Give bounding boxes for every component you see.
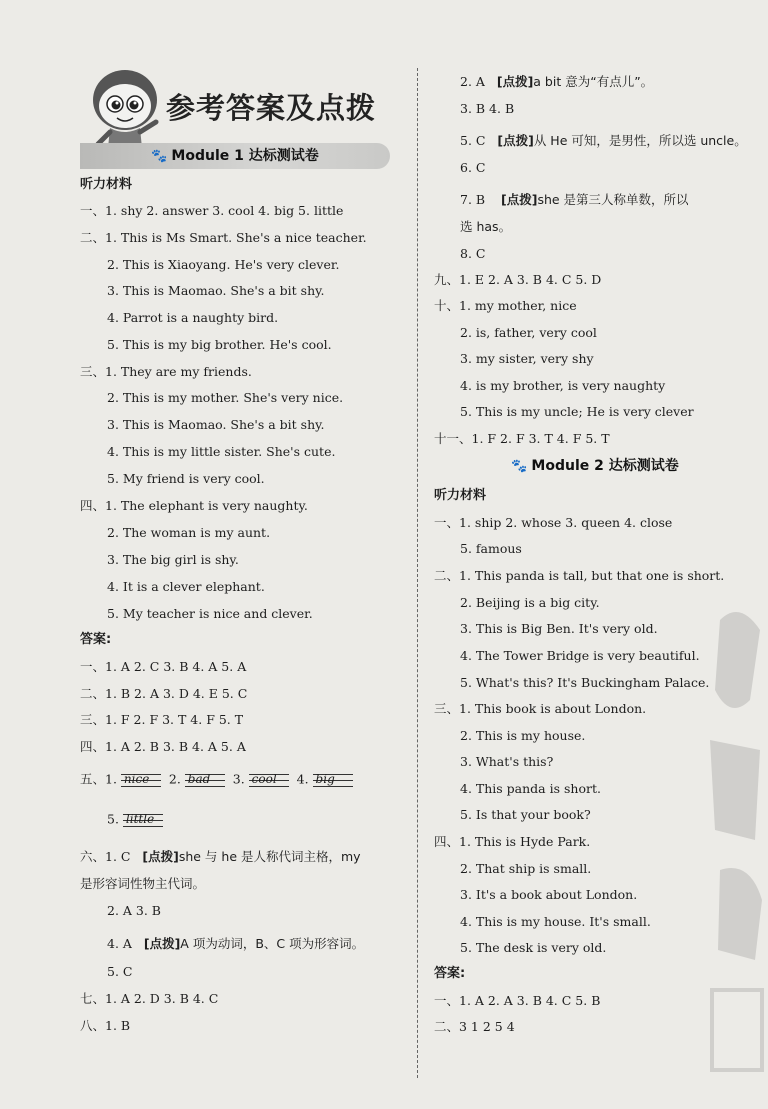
answers-label-1: 答案:: [80, 632, 112, 647]
tip-tag: [点拨]: [142, 849, 179, 864]
tip-tag: [点拨]: [497, 133, 534, 148]
m2-sec3-3: 3. What's this?: [460, 754, 554, 769]
m1-sec3-3: 3. This is Maomao. She's a bit shy.: [107, 417, 325, 432]
m1-ans6-line2: 是形容词性物主代词。: [80, 876, 206, 891]
m2-sec2-5: 5. What's this? It's Buckingham Palace.: [460, 675, 710, 690]
m1-ans2: 二、1. B 2. A 3. D 4. E 5. C: [80, 686, 248, 701]
m1-ans5-row2: 5. little: [107, 811, 163, 829]
m2-sec2-4: 4. The Tower Bridge is very beautiful.: [460, 648, 700, 663]
watermark-stamp: [700, 580, 768, 1080]
r-sec9: 九、1. E 2. A 3. B 4. C 5. D: [434, 272, 602, 287]
m2-sec4-4: 4. This is my house. It's small.: [460, 914, 651, 929]
handwriting-box: cool: [249, 771, 289, 789]
m1-sec3-1: 三、1. They are my friends.: [80, 364, 252, 379]
m1-sec4-2: 2. The woman is my aunt.: [107, 525, 271, 540]
m1-sec4-3: 3. The big girl is shy.: [107, 552, 239, 567]
m1-ans8: 八、1. B: [80, 1018, 131, 1033]
m1-sec2-2: 2. This is Xiaoyang. He's very clever.: [107, 257, 340, 272]
r-7: 7. B [点拨]she 是第三人称单数，所以: [460, 192, 689, 207]
r-2: 2. A [点拨]a bit 意为“有点儿”。: [460, 74, 654, 89]
column-divider: [417, 68, 418, 1078]
r-5: 5. C [点拨]从 He 可知，是男性，所以选 uncle。: [460, 133, 747, 148]
m1-sec2-5: 5. This is my big brother. He's cool.: [107, 337, 332, 352]
paw-icon: 🐾: [511, 459, 528, 474]
m2-sec4-1: 四、1. This is Hyde Park.: [434, 834, 591, 849]
module2-banner: 🐾 Module 2 达标测试卷: [511, 458, 679, 474]
tip-tag: [点拨]: [496, 74, 534, 89]
module1-banner: 🐾 Module 1 达标测试卷: [80, 143, 390, 169]
m1-ans4: 四、1. A 2. B 3. B 4. A 5. A: [80, 739, 246, 754]
m2-sec2-2: 2. Beijing is a big city.: [460, 595, 600, 610]
m2-sec4-5: 5. The desk is very old.: [460, 940, 607, 955]
tip-tag: [点拨]: [143, 936, 181, 951]
m1-sec1: 一、1. shy 2. answer 3. cool 4. big 5. little: [80, 203, 344, 218]
m2-ans1: 一、1. A 2. A 3. B 4. C 5. B: [434, 993, 601, 1008]
answers-label-2: 答案:: [434, 966, 466, 981]
r-sec10-3: 3. my sister, very shy: [460, 351, 594, 366]
r-7-cont: 选 has。: [460, 219, 512, 234]
m2-sec4-3: 3. It's a book about London.: [460, 887, 638, 902]
m2-sec3-4: 4. This panda is short.: [460, 781, 601, 796]
listening-label-1: 听力材料: [80, 177, 133, 192]
m2-sec2-3: 3. This is Big Ben. It's very old.: [460, 621, 658, 636]
r-8: 8. C: [460, 246, 486, 261]
handwriting-box: nice: [121, 771, 161, 789]
handwriting-box: little: [123, 811, 163, 829]
m1-sec4-1: 四、1. The elephant is very naughty.: [80, 498, 308, 513]
m1-sec2-3: 3. This is Maomao. She's a bit shy.: [107, 283, 325, 298]
m2-sec4-2: 2. That ship is small.: [460, 861, 592, 876]
paw-icon: 🐾: [151, 149, 168, 164]
m1-ans6-line1: 六、1. C [点拨]she 与 he 是人称代词主格，my: [80, 849, 361, 864]
m1-ans1: 一、1. A 2. C 3. B 4. A 5. A: [80, 659, 247, 674]
mascot-icon: [86, 64, 164, 154]
m1-sec3-5: 5. My friend is very cool.: [107, 471, 265, 486]
r-sec10-1: 十、1. my mother, nice: [434, 298, 577, 313]
m1-ans6-line4: 4. A [点拨]A 项为动词，B、C 项为形容词。: [107, 936, 365, 951]
m1-sec3-2: 2. This is my mother. She's very nice.: [107, 390, 344, 405]
m1-ans5-row1: 五、1. nice 2. bad 3. cool 4. big: [80, 771, 353, 789]
handwriting-box: bad: [185, 771, 225, 789]
m1-sec4-5: 5. My teacher is nice and clever.: [107, 606, 313, 621]
m2-sec3-1: 三、1. This book is about London.: [434, 701, 647, 716]
m2-sec1a: 一、1. ship 2. whose 3. queen 4. close: [434, 515, 673, 530]
r-sec11: 十一、1. F 2. F 3. T 4. F 5. T: [434, 431, 610, 446]
r-6: 6. C: [460, 160, 486, 175]
m2-sec3-5: 5. Is that your book?: [460, 807, 591, 822]
handwriting-box: big: [313, 771, 353, 789]
m1-ans6-line5: 5. C: [107, 964, 133, 979]
m1-ans7: 七、1. A 2. D 3. B 4. C: [80, 991, 219, 1006]
m2-ans2: 二、3 1 2 5 4: [434, 1019, 515, 1034]
m1-sec3-4: 4. This is my little sister. She's cute.: [107, 444, 336, 459]
listening-label-2: 听力材料: [434, 488, 487, 503]
m1-sec2-1: 二、1. This is Ms Smart. She's a nice teacher.: [80, 230, 367, 245]
m1-sec2-4: 4. Parrot is a naughty bird.: [107, 310, 279, 325]
m1-sec4-4: 4. It is a clever elephant.: [107, 579, 265, 594]
tip-tag: [点拨]: [501, 192, 538, 207]
r-sec10-4: 4. is my brother, is very naughty: [460, 378, 666, 393]
m1-ans3: 三、1. F 2. F 3. T 4. F 5. T: [80, 712, 244, 727]
r-sec10-5: 5. This is my uncle; He is very clever: [460, 404, 694, 419]
m2-sec3-2: 2. This is my house.: [460, 728, 586, 743]
page-title: 参考答案及点拨: [166, 91, 377, 125]
m2-sec1b: 5. famous: [460, 541, 522, 556]
m1-ans6-line3: 2. A 3. B: [107, 903, 161, 918]
r-sec10-2: 2. is, father, very cool: [460, 325, 597, 340]
r-3-4: 3. B 4. B: [460, 101, 515, 116]
m2-sec2-1: 二、1. This panda is tall, but that one is short.: [434, 568, 725, 583]
